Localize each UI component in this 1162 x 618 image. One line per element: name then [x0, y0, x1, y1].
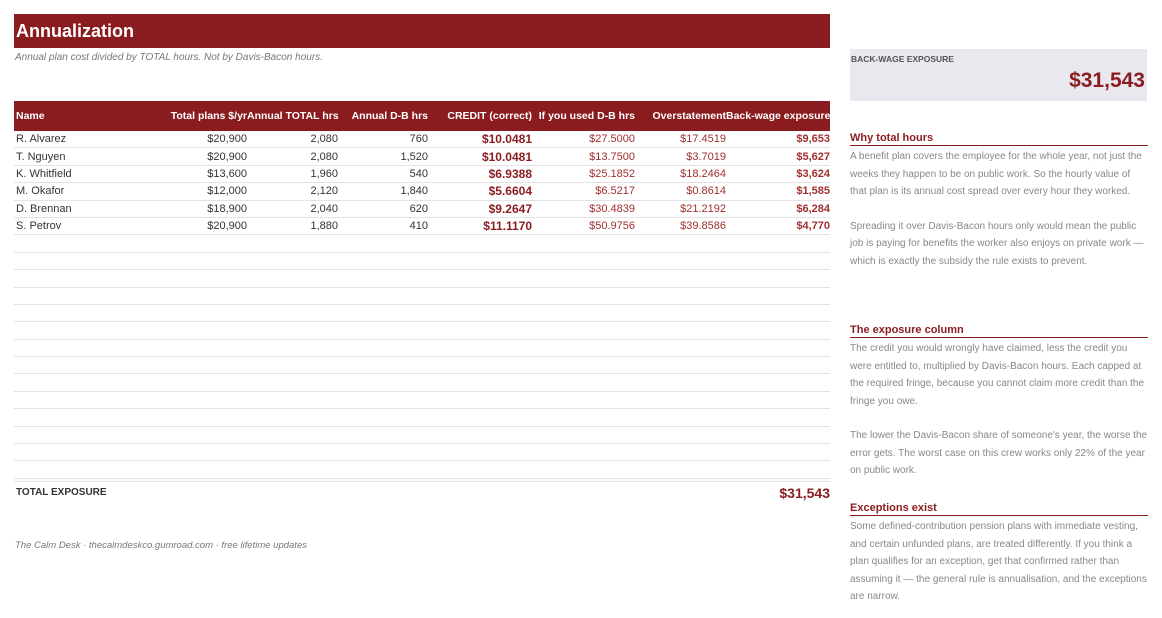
exposure-value: $31,543	[1069, 69, 1145, 92]
footer-text: The Calm Desk · thecalmdeskco.gumroad.com · free lifetime updates	[15, 540, 307, 551]
data-table	[14, 101, 830, 479]
table-row	[14, 288, 830, 305]
exposure-box	[850, 49, 1147, 101]
cell-if-db: $27.5000	[589, 133, 635, 146]
cell-credit: $6.9388	[488, 166, 532, 181]
cell-overstatement: $0.8614	[686, 185, 726, 198]
cell-overstatement: $39.8586	[680, 220, 726, 233]
section-heading: The exposure column	[850, 324, 1148, 338]
cell-exposure: $6,284	[796, 202, 830, 215]
table-row	[14, 148, 830, 165]
cell-if-db: $30.4839	[589, 202, 635, 215]
cell-name: K. Whitfield	[16, 167, 72, 180]
header-credit: CREDIT (correct)	[447, 110, 532, 122]
table-row	[14, 461, 830, 478]
cell-db-hours: 1,840	[400, 185, 428, 198]
header-db-hours: Annual D-B hrs	[351, 110, 428, 122]
cell-if-db: $50.9756	[589, 220, 635, 233]
cell-total-plans: $20,900	[207, 150, 247, 163]
section-why-total-hours	[850, 132, 1148, 270]
cell-exposure: $9,653	[796, 133, 830, 146]
cell-credit: $10.0481	[481, 149, 532, 164]
page-subtitle: Annual plan cost divided by TOTAL hours. Not by Davis-Bacon hours.	[15, 52, 323, 63]
cell-if-db: $25.1852	[589, 167, 635, 180]
table-body	[14, 131, 830, 479]
header-if-db: If you used D-B hrs	[538, 110, 635, 122]
cell-if-db: $13.7500	[589, 150, 635, 163]
section-heading: Why total hours	[850, 132, 1148, 146]
cell-credit: $9.2647	[488, 201, 532, 216]
section-paragraph: A benefit plan covers the employee for the whole year, not just the weeks they happen to be on public work. So the hourly value of that plan is its annual cost spread over every hour they worked.	[850, 151, 1142, 197]
table-row	[14, 253, 830, 270]
title-bar	[14, 14, 830, 48]
exposure-label: BACK-WAGE EXPOSURE	[851, 54, 954, 64]
cell-db-hours: 620	[409, 202, 428, 215]
table-row	[14, 392, 830, 409]
header-name: Name	[16, 110, 45, 122]
total-label: TOTAL EXPOSURE	[16, 487, 107, 498]
cell-exposure: $1,585	[796, 185, 830, 198]
cell-total-plans: $20,900	[207, 220, 247, 233]
section-paragraph: The lower the Davis-Bacon share of someone's year, the worse the error gets. The worst case on this crew works only 22% of the year on public work.	[850, 430, 1148, 476]
table-row	[14, 131, 830, 148]
cell-overstatement: $17.4519	[680, 133, 726, 146]
cell-db-hours: 1,520	[400, 150, 428, 163]
table-row	[14, 427, 830, 444]
table-row	[14, 183, 830, 200]
cell-exposure: $4,770	[796, 220, 830, 233]
cell-total-plans: $13,600	[207, 167, 247, 180]
cell-name: T. Nguyen	[16, 150, 66, 163]
section-exposure-column	[850, 324, 1148, 480]
section-paragraph: Spreading it over Davis-Bacon hours only would mean the public job is paying for benefits the worker also enjoys on private work — which is exactly the subsidy the rule exists to prevent.	[850, 220, 1144, 267]
table-row	[14, 322, 830, 339]
table-row	[14, 166, 830, 183]
table-row	[14, 270, 830, 287]
total-row	[14, 481, 830, 503]
cell-name: S. Petrov	[16, 220, 62, 233]
header-total-hours: Annual TOTAL hrs	[247, 110, 339, 122]
cell-db-hours: 540	[409, 167, 428, 180]
table-row	[14, 340, 830, 357]
cell-overstatement: $21.2192	[680, 202, 726, 215]
section-paragraph: The credit you would wrongly have claimed, less the credit you were entitled to, multiplied by Davis-Bacon hours. Each capped at the required fringe, because you cannot claim more credit than the fringe you owe.	[850, 343, 1145, 407]
cell-credit: $5.6604	[488, 184, 532, 199]
cell-db-hours: 410	[409, 220, 428, 233]
table-row	[14, 357, 830, 374]
table-row	[14, 409, 830, 426]
section-heading: Exceptions exist	[850, 502, 1148, 516]
cell-total-hours: 2,080	[310, 150, 338, 163]
table-row	[14, 201, 830, 218]
total-value: $31,543	[779, 484, 830, 501]
table-header	[14, 101, 830, 131]
cell-total-hours: 2,080	[310, 133, 338, 146]
cell-db-hours: 760	[409, 133, 428, 146]
cell-overstatement: $18.2464	[680, 167, 726, 180]
cell-total-plans: $12,000	[207, 185, 247, 198]
table-row	[14, 235, 830, 252]
table-row	[14, 218, 830, 235]
table-row	[14, 305, 830, 322]
cell-total-plans: $18,900	[207, 202, 247, 215]
table-row	[14, 374, 830, 391]
cell-credit: $11.1170	[483, 219, 532, 234]
cell-total-hours: 1,880	[310, 220, 338, 233]
cell-name: D. Brennan	[16, 202, 72, 215]
header-overstatement: Overstatement	[652, 110, 726, 122]
cell-total-plans: $20,900	[207, 133, 247, 146]
section-exceptions	[850, 502, 1148, 606]
page-title: Annualization	[16, 21, 134, 41]
cell-name: M. Okafor	[16, 185, 65, 198]
header-total-plans: Total plans $/yr	[170, 110, 247, 122]
section-paragraph: Some defined-contribution pension plans with immediate vesting, and certain unfunded plans, are treated differently. If you think a plan qualifies for an exception, get that confirmed rather than assuming it — the general rule is annualisation, and the exceptions are narrow.	[850, 521, 1147, 602]
cell-total-hours: 2,120	[310, 185, 338, 198]
cell-total-hours: 2,040	[310, 202, 338, 215]
table-row	[14, 444, 830, 461]
cell-credit: $10.0481	[481, 132, 532, 147]
cell-if-db: $6.5217	[595, 185, 635, 198]
cell-exposure: $5,627	[796, 150, 830, 163]
header-exposure: Back-wage exposure	[726, 110, 831, 122]
cell-total-hours: 1,960	[310, 167, 338, 180]
cell-name: R. Alvarez	[16, 133, 67, 146]
cell-overstatement: $3.7019	[686, 150, 726, 163]
cell-exposure: $3,624	[796, 167, 830, 180]
